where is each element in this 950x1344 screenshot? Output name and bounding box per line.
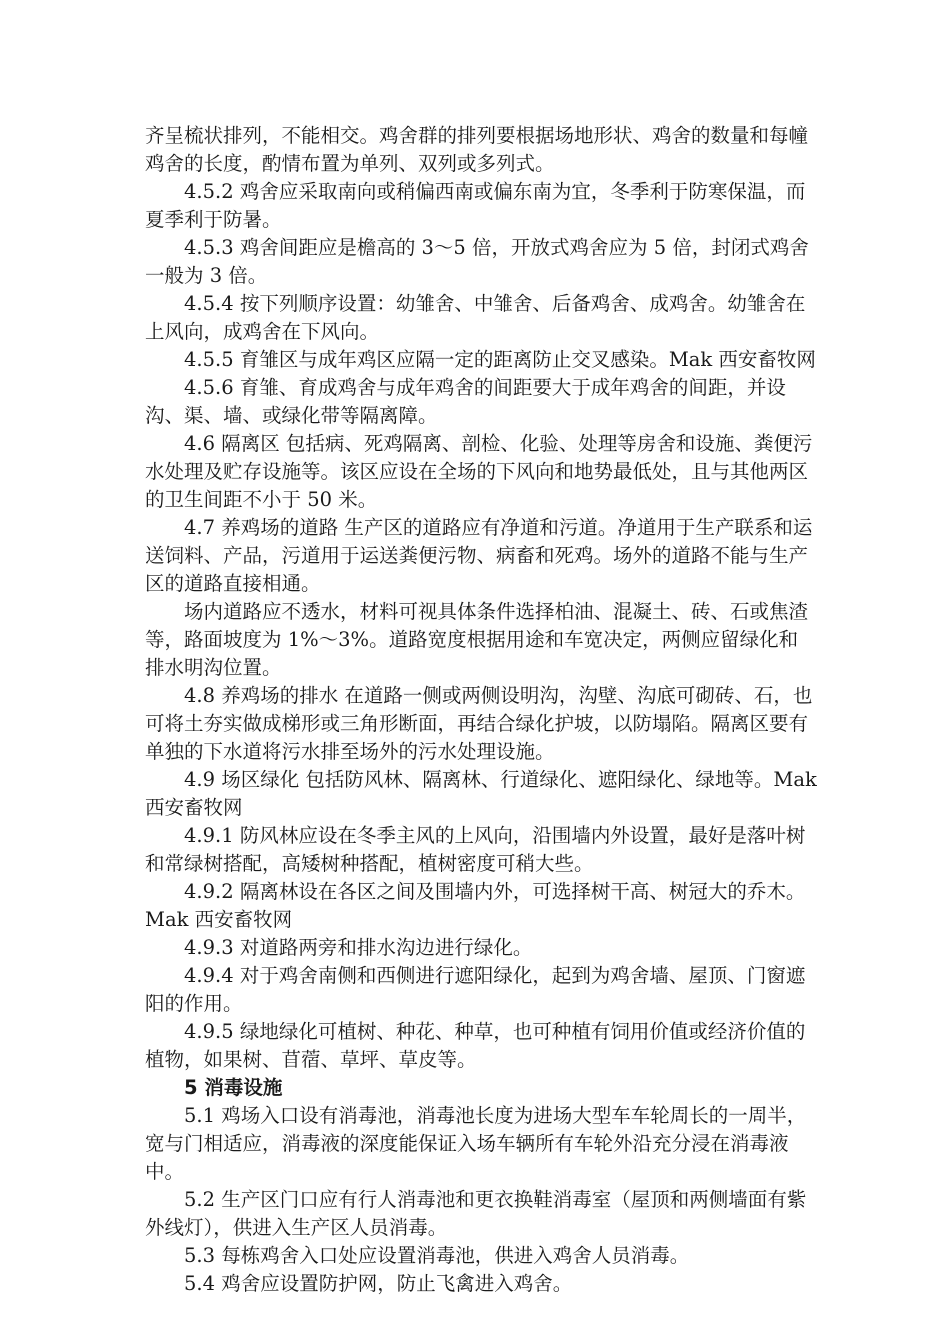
paragraph-4-8: 4.8 养鸡场的排水 在道路一侧或两侧设明沟，沟壁、沟底可砌砖、石，也可将土夯实做成梯形或三角形断面，再结合绿化护坡，以防塌陷。隔离区要有单独的下水道将污水排至场外的污水处理设施。 xyxy=(145,684,813,763)
paragraph: 齐呈梳状排列，不能相交。鸡舍群的排列要根据场地形状、鸡舍的数量和每幢鸡舍的长度，酌情布置为单列、双列或多列式。 xyxy=(145,124,809,175)
paragraph-5-3: 5.3 每栋鸡舍入口处应设置消毒池，供进入鸡舍人员消毒。 xyxy=(184,1244,690,1267)
paragraph-4-5-2: 4.5.2 鸡舍应采取南向或稍偏西南或偏东南为宜，冬季利于防寒保温，而夏季利于防暑。 xyxy=(145,180,806,231)
paragraph-4-9-5: 4.9.5 绿地绿化可植树、种花、种草，也可种植有饲用价值或经济价值的植物，如果树、苜蓿、草坪、草皮等。 xyxy=(145,1020,806,1071)
paragraph-5-2: 5.2 生产区门口应有行人消毒池和更衣换鞋消毒室（屋顶和两侧墙面有紫外线灯），供进入生产区人员消毒。 xyxy=(145,1188,807,1239)
paragraph-4-9-2: 4.9.2 隔离林设在各区之间及围墙内外，可选择树干高、树冠大的乔木。Mak 西安畜牧网 xyxy=(145,880,806,931)
paragraph-4-7-roads: 场内道路应不透水，材料可视具体条件选择柏油、混凝土、砖、石或焦渣等，路面坡度为 1%～3%。道路宽度根据用途和车宽决定，两侧应留绿化和排水明沟位置。 xyxy=(145,600,809,679)
paragraph-4-5-6: 4.5.6 育雏、育成鸡舍与成年鸡舍的间距要大于成年鸡舍的间距，并设沟、渠、墙、或绿化带等隔离障。 xyxy=(145,376,786,427)
paragraph-5-4: 5.4 鸡舍应设置防护网，防止飞禽进入鸡舍。 xyxy=(184,1272,573,1295)
paragraph-5-1: 5.1 鸡场入口设有消毒池，消毒池长度为进场大型车车轮周长的一周半，宽与门相适应，消毒液的深度能保证入场车辆所有车轮外沿充分浸在消毒液中。 xyxy=(145,1104,807,1183)
paragraph-4-9-4: 4.9.4 对于鸡舍南侧和西侧进行遮阳绿化，起到为鸡舍墙、屋顶、门窗遮阳的作用。 xyxy=(145,964,806,1015)
paragraph-4-9-1: 4.9.1 防风林应设在冬季主风的上风向，沿围墙内外设置，最好是落叶树和常绿树搭配，高矮树种搭配，植树密度可稍大些。 xyxy=(145,824,806,875)
section-heading: 5 消毒设施 xyxy=(184,1076,283,1099)
paragraph-4-9-3: 4.9.3 对道路两旁和排水沟边进行绿化。 xyxy=(184,936,533,959)
paragraph-4-9: 4.9 场区绿化 包括防风林、隔离林、行道绿化、遮阳绿化、绿地等。Mak 西安畜牧网 xyxy=(145,768,817,819)
document-page xyxy=(145,122,817,1298)
paragraph-4-5-4: 4.5.4 按下列顺序设置：幼雏舍、中雏舍、后备鸡舍、成鸡舍。幼雏舍在上风向，成鸡舍在下风向。 xyxy=(145,292,806,343)
paragraph-4-7: 4.7 养鸡场的道路 生产区的道路应有净道和污道。净道用于生产联系和运送饲料、产品，污道用于运送粪便污物、病畜和死鸡。场外的道路不能与生产区的道路直接相通。 xyxy=(145,516,813,595)
paragraph-4-5-5: 4.5.5 育雏区与成年鸡区应隔一定的距离防止交叉感染。Mak 西安畜牧网 xyxy=(184,348,816,371)
paragraph-4-6: 4.6 隔离区 包括病、死鸡隔离、剖检、化验、处理等房舍和设施、粪便污水处理及贮存设施等。该区应设在全场的下风向和地势最低处，且与其他两区的卫生间距不小于 50 米。 xyxy=(145,432,813,511)
paragraph-4-5-3: 4.5.3 鸡舍间距应是檐高的 3～5 倍，开放式鸡舍应为 5 倍，封闭式鸡舍一般为 3 倍。 xyxy=(145,236,809,287)
